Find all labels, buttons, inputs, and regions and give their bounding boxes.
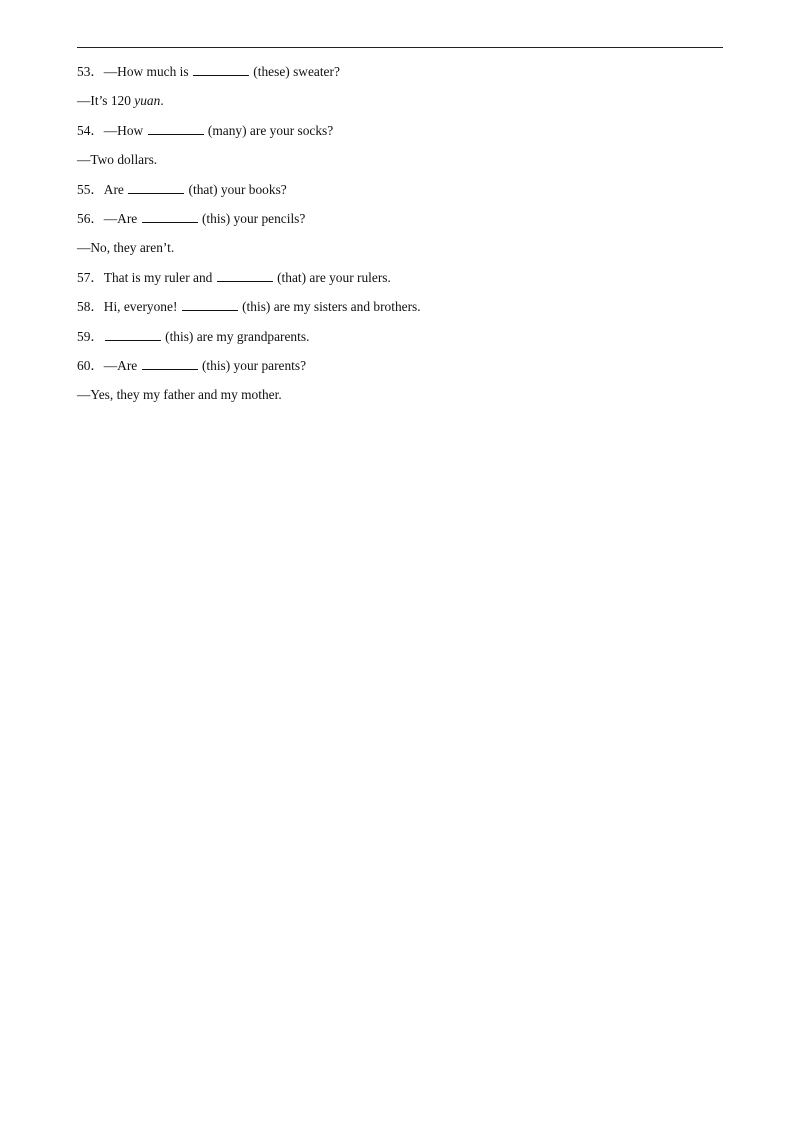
- question-text: (this) are my sisters and brothers.: [238, 299, 421, 315]
- answer-blank[interactable]: [193, 62, 249, 76]
- number-suffix: ．: [90, 210, 104, 226]
- question-number: 56: [77, 210, 91, 226]
- question-number: 59: [77, 328, 91, 344]
- question-56: [77, 208, 723, 237]
- question-text: —How much is: [103, 64, 192, 79]
- answer-text: —Yes, they my father and my mother.: [77, 387, 282, 403]
- number-suffix: ．: [90, 122, 104, 138]
- answer-blank[interactable]: [217, 268, 273, 282]
- answer-53: [77, 90, 723, 119]
- question-text: Hi, everyone!: [103, 299, 181, 315]
- question-text: (these) sweater?: [249, 64, 340, 79]
- question-59: [77, 326, 723, 355]
- header-rule: [77, 47, 723, 48]
- answer-blank[interactable]: [142, 209, 198, 223]
- answer-blank[interactable]: [142, 356, 198, 370]
- number-suffix: ．: [90, 269, 104, 285]
- answer-italic-text: yuan: [134, 93, 161, 109]
- answer-text: —Two dollars.: [77, 152, 158, 168]
- question-55: [77, 179, 723, 208]
- question-number: 60: [77, 357, 91, 373]
- answer-blank[interactable]: [105, 327, 161, 341]
- question-number: 55: [77, 181, 91, 197]
- number-suffix: ．: [90, 357, 104, 373]
- question-text: (this) your parents?: [198, 357, 307, 373]
- question-57: [77, 267, 723, 296]
- question-text: —Are: [103, 210, 141, 226]
- answer-blank[interactable]: [148, 121, 204, 135]
- question-58: [77, 296, 723, 325]
- exercise-list: [77, 61, 723, 414]
- answer-text: —No, they aren’t.: [77, 240, 175, 256]
- question-number: 58: [77, 299, 91, 315]
- question-54: [77, 120, 723, 149]
- number-suffix: ．: [90, 328, 104, 344]
- question-text: (this) are my grandparents.: [161, 328, 310, 344]
- answer-text-end: .: [160, 93, 164, 109]
- question-text: —How: [103, 122, 147, 138]
- answer-54: [77, 149, 723, 178]
- question-text: (this) your pencils?: [198, 210, 306, 226]
- question-text: (many) are your socks?: [204, 122, 334, 138]
- answer-text: —It’s 120: [77, 93, 135, 109]
- question-text: (that) your books?: [185, 181, 287, 197]
- number-suffix: ．: [90, 299, 104, 315]
- question-number: 54: [77, 122, 91, 138]
- question-53: [77, 61, 723, 90]
- number-suffix: ．: [90, 64, 104, 79]
- answer-blank[interactable]: [128, 180, 184, 194]
- answer-60: [77, 384, 723, 413]
- answer-blank[interactable]: [182, 297, 238, 311]
- question-60: [77, 355, 723, 384]
- answer-56: [77, 237, 723, 266]
- question-text: Are: [103, 181, 128, 197]
- number-suffix: ．: [90, 181, 104, 197]
- question-number: 57: [77, 269, 91, 285]
- question-number: 53: [77, 64, 91, 79]
- question-text: That is my ruler and: [103, 269, 216, 285]
- question-text: —Are: [103, 357, 141, 373]
- question-text: (that) are your rulers.: [273, 269, 391, 285]
